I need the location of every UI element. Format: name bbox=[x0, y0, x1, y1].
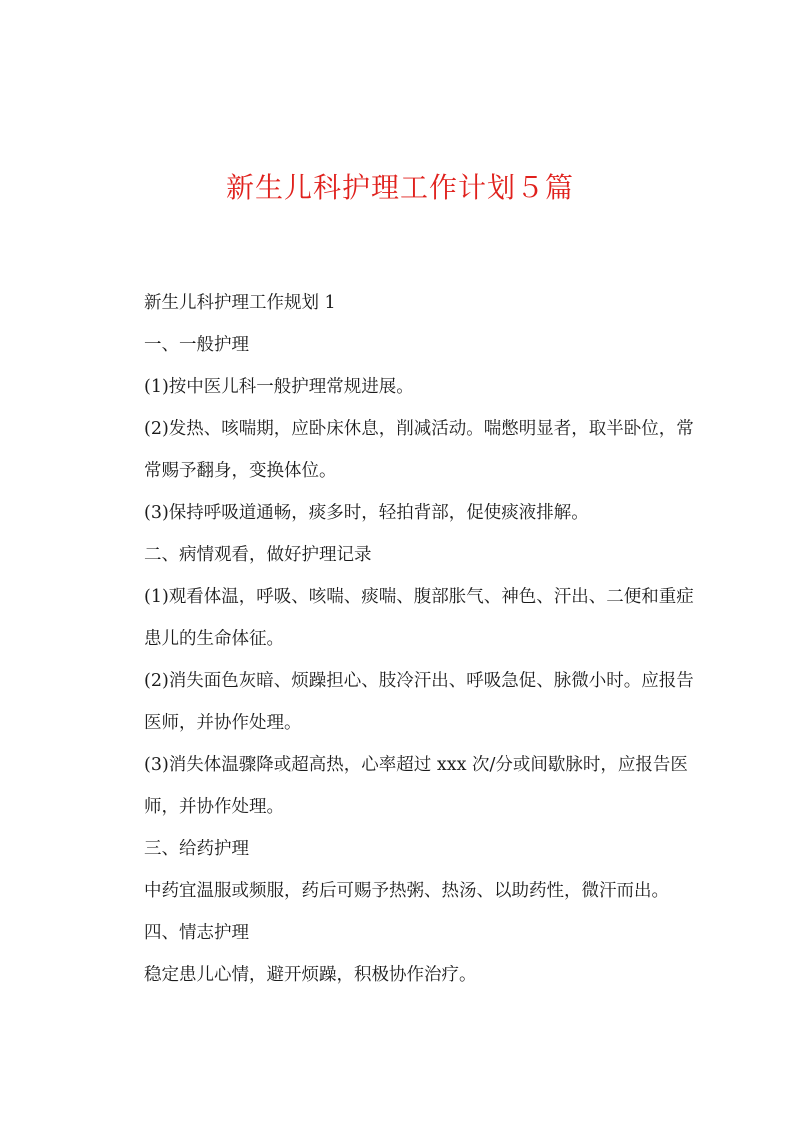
list-item: (1)按中医儿科一般护理常规进展。 bbox=[144, 377, 414, 397]
paragraph: 中药宜温服或频服，药后可赐予热粥、热汤、以助药性，微汗而出。 bbox=[144, 881, 669, 901]
section-heading: 新生儿科护理工作规划 1 bbox=[144, 293, 336, 313]
section-heading: 四、情志护理 bbox=[144, 923, 249, 943]
list-item: (1)观看体温，呼吸、咳喘、痰喘、腹部胀气、神色、汗出、二便和重症患儿的生命体征。 bbox=[144, 587, 694, 649]
paragraph: 稳定患儿心情，避开烦躁，积极协作治疗。 bbox=[144, 965, 477, 985]
section-heading: 三、给药护理 bbox=[144, 839, 249, 859]
list-item: (2)消失面色灰暗、烦躁担心、肢冷汗出、呼吸急促、脉微小时。应报告医师，并协作处理。 bbox=[144, 671, 694, 733]
section-heading: 二、病情观看，做好护理记录 bbox=[144, 545, 372, 565]
list-item: (3)消失体温骤降或超高热，心率超过 xxx 次/分或间歇脉时，应报告医师，并协作处理。 bbox=[144, 755, 688, 817]
list-item: (3)保持呼吸道通畅，痰多时，轻拍背部，促使痰液排解。 bbox=[144, 503, 589, 523]
document-title: 新生儿科护理工作计划５篇 bbox=[225, 171, 574, 204]
section-heading: 一、一般护理 bbox=[144, 335, 249, 355]
document-body bbox=[144, 282, 706, 996]
list-item: (2)发热、咳喘期，应卧床休息，削减活动。喘憋明显者，取半卧位，常常赐予翻身，变换体位。 bbox=[144, 419, 694, 481]
